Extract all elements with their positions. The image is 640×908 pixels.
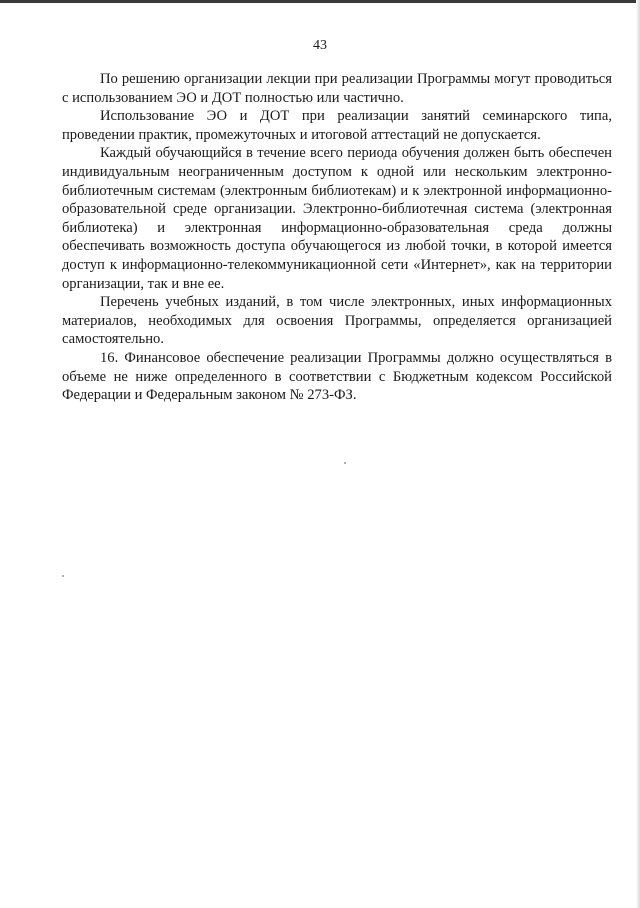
page-number: 43 <box>313 38 327 53</box>
body-text <box>62 70 612 405</box>
scan-speck <box>344 462 346 464</box>
paragraph-materials: Перечень учебных изданий, в том числе электронных, иных информационных материалов, необходимых для освоения Программы, определяется организацией самостоятельно. <box>62 294 612 348</box>
paragraph-seminars: Использование ЭО и ДОТ при реализации занятий семинарского типа, проведении практик, промежуточных и итоговой аттестаций не допускается. <box>62 108 612 143</box>
paragraph-library-access: Каждый обучающийся в течение всего периода обучения должен быть обеспечен индивидуальным неограниченным доступом к одной или нескольким электронно-библиотечным системам (электронным библиотекам) и к электронной информационно-образовательной среде организации. Электронно-библиотечная система (электронная библиотека) и электронная информационно-образовательная среда должны обеспечивать возможность доступа обучающегося из любой точки, в которой имеется доступ к информационно-телекоммуникационной сети «Интернет», как на территории организации, так и вне ее. <box>62 145 612 292</box>
scan-top-edge <box>0 0 640 3</box>
scan-right-edge <box>636 0 640 908</box>
paragraph-financing: 16. Финансовое обеспечение реализации Программы должно осуществляться в объеме не ниже определенного в соответствии с Бюджетным кодексом Российской Федерации и Федеральным законом № 273-ФЗ. <box>62 349 612 404</box>
paragraph-lectures: По решению организации лекции при реализации Программы могут проводиться с использованием ЭО и ДОТ полностью или частично. <box>62 71 612 106</box>
scan-speck <box>62 575 64 577</box>
